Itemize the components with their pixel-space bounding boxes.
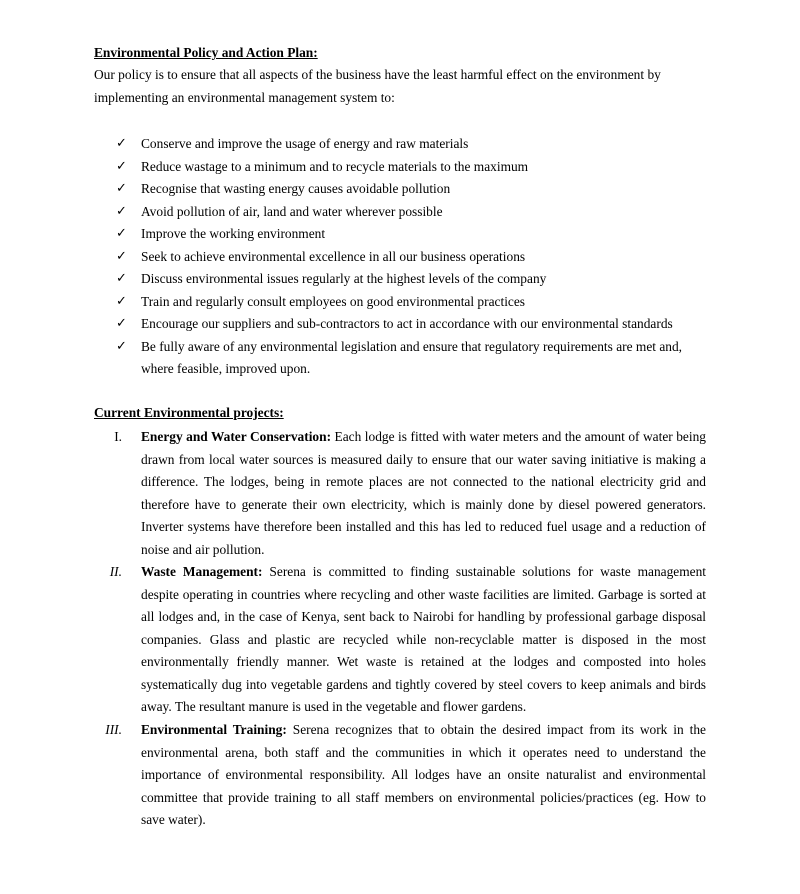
list-item-text: Recognise that wasting energy causes avoidable pollution (141, 181, 451, 196)
project-title: Energy and Water Conservation: (141, 429, 332, 444)
check-mark-icon: ✓ (116, 338, 127, 354)
check-mark-icon: ✓ (116, 316, 127, 331)
policy-checklist (94, 133, 706, 381)
list-item-text: Reduce wastage to a minimum and to recycle materials to the maximum (141, 158, 529, 174)
project-body: Serena is committed to finding sustainable solutions for waste management despite operating in countries where recycling and other waste facilities are limited. Garbage is sorted at all lodges and, in the case of Kenya, sent back to Nairobi for handling by professional garbage disposal companies. Glass and plastic are recycled while non-recyclable matter is disposed in the most environmentally friendly manner. Wet waste is retained at the lodges and composted into holes systematically dug into vegetable gardens and tightly covered by steel covers to keep animals and birds away. The resultant manure is used in the vegetable and flower gardens. (141, 564, 706, 714)
list-item (94, 201, 706, 224)
project-text (141, 561, 706, 719)
project-body: Each lodge is fitted with water meters and the amount of water being drawn from local water sources is measured daily to ensure that our water saving initiative is making a difference. The lodges, being in remote places are not connected to the national electricity grid and therefore have to generate their own electricity, which is mainly done by diesel powered generators. Inverter systems have therefore been installed and this has led to reduced fuel usage and a reduction of noise and air pollution. (141, 429, 706, 557)
check-mark-icon: ✓ (116, 226, 127, 241)
project-text (141, 426, 706, 561)
project-body: Serena recognizes that to obtain the desired impact from its work in the environmental arena, both staff and the communities in which it operates need to understand the importance of environmental responsibility. All lodges have an onsite naturalist and environmental committee that provide training to all staff members on environmental policies/practices (eg. How to save water). (141, 722, 706, 827)
list-item-text: Conserve and improve the usage of energy and raw materials (141, 136, 469, 151)
project-text (141, 719, 706, 832)
list-item-text: Be fully aware of any environmental legislation and ensure that regulatory requirements are met and, where feasible, improved upon. (141, 338, 683, 376)
project-title: Environmental Training: (141, 722, 287, 737)
check-mark-icon: ✓ (116, 158, 127, 174)
check-mark-icon: ✓ (116, 271, 127, 286)
list-item-text: Discuss environmental issues regularly at the highest levels of the company (141, 271, 547, 286)
check-mark-icon: ✓ (116, 203, 127, 219)
list-item-text: Improve the working environment (141, 226, 326, 241)
list-item (94, 156, 706, 179)
project-numeral: III. (105, 722, 122, 737)
project-title: Waste Management: (141, 564, 263, 579)
list-item (94, 223, 706, 246)
project-item (94, 426, 706, 561)
list-item-text: Avoid pollution of air, land and water wherever possible (141, 203, 443, 219)
project-numeral: I. (114, 429, 122, 444)
policy-intro: Our policy is to ensure that all aspects of the business have the least harmful effect on the environment by implementing an environmental management system to: (94, 67, 661, 105)
list-item-text: Train and regularly consult employees on good environmental practices (141, 293, 526, 309)
list-item-text: Encourage our suppliers and sub-contractors to act in accordance with our environmental standards (141, 316, 673, 331)
check-mark-icon: ✓ (116, 136, 127, 151)
list-item-text: Seek to achieve environmental excellence in all our business operations (141, 248, 526, 264)
project-item (94, 561, 706, 719)
list-item (94, 133, 706, 156)
list-item (94, 246, 706, 269)
policy-heading: Environmental Policy and Action Plan: (94, 45, 318, 60)
list-item (94, 268, 706, 291)
check-mark-icon: ✓ (116, 293, 127, 309)
project-numeral: II. (109, 564, 122, 579)
projects-heading: Current Environmental projects: (94, 405, 284, 420)
project-item (94, 719, 706, 832)
list-item (94, 291, 706, 314)
list-item (94, 336, 706, 381)
check-mark-icon: ✓ (116, 248, 127, 264)
list-item (94, 178, 706, 201)
list-item (94, 313, 706, 336)
check-mark-icon: ✓ (116, 181, 127, 196)
